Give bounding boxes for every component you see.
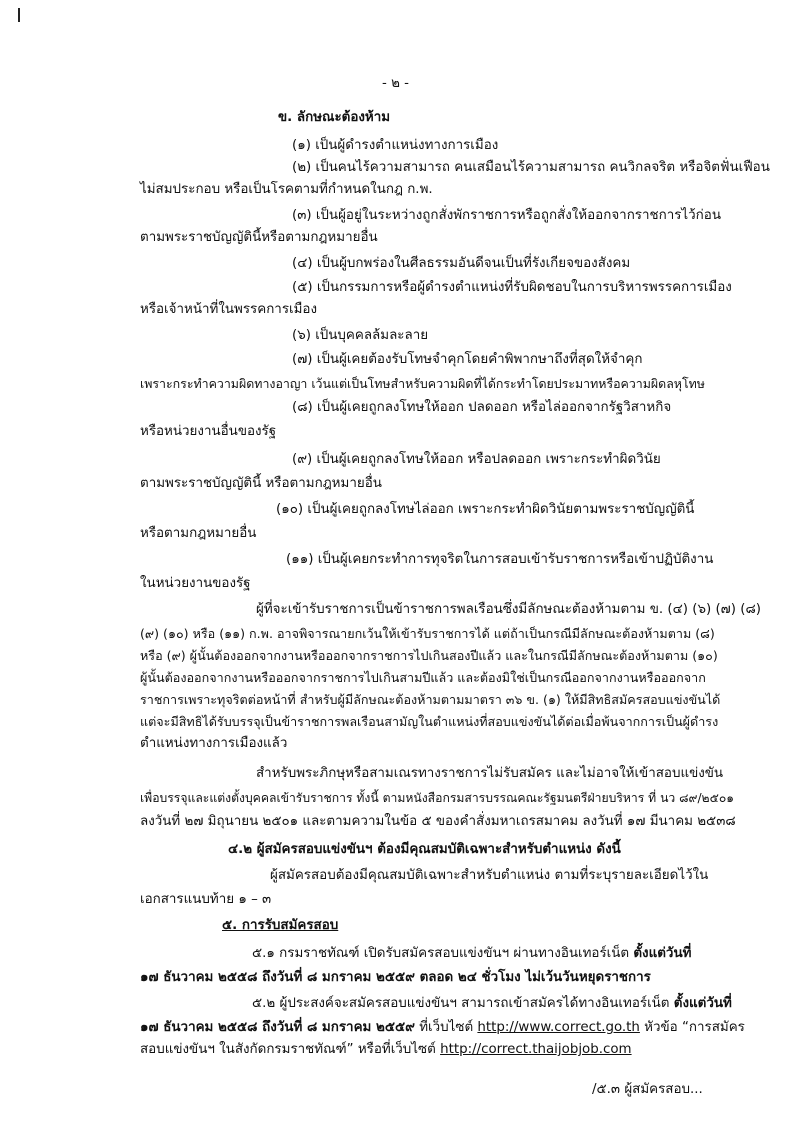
section-5-1-text: ๕.๑ กรมราชทัณฑ์ เปิดรับสมัครสอบแข่งขันฯ ผ่านทางอินเทอร์เน็ต	[252, 946, 634, 961]
exemption-line: ผู้ที่จะเข้ารับราชการเป็นข้าราชการพลเรือนซึ่งมีลักษณะต้องห้ามตาม ข. (๔) (๖) (๗) (๘)	[256, 602, 762, 617]
monks-line: เพื่อบรรจุและแต่งตั้งบุคคลเข้ารับราชการ ทั้งนี้ ตามหนังสือกรมสารบรรณคณะรัฐมนตรีฝ่ายบริหาร ที่ นว ๘๙/๒๕๐๑	[140, 791, 734, 805]
page-number: - ๒ -	[382, 76, 410, 91]
section-5-2-text: ที่เว็บไซต์	[414, 1020, 478, 1035]
list-item: (๗) เป็นผู้เคยต้องรับโทษจำคุกโดยคำพิพากษาถึงที่สุดให้จำคุก	[292, 352, 643, 367]
scan-mark	[18, 8, 20, 22]
continuation-note: /๕.๓ ผู้สมัครสอบ...	[592, 1082, 703, 1097]
list-item: (๑๑) เป็นผู้เคยกระทำการทุจริตในการสอบเข้ารับราชการหรือเข้าปฏิบัติงาน	[286, 552, 714, 567]
section-4-2-line: ผู้สมัครสอบต้องมีคุณสมบัติเฉพาะสำหรับตำแหน่ง ตามที่ระบุรายละเอียดไว้ใน	[270, 868, 709, 883]
list-item: หรือหน่วยงานอื่นของรัฐ	[140, 424, 277, 439]
list-item: ในหน่วยงานของรัฐ	[140, 576, 251, 591]
section-5-2-text: สอบแข่งขันฯ ในสังกัดกรมราชทัณฑ์” หรือที่เว็บไซต์	[140, 1042, 441, 1057]
list-item: (๖) เป็นบุคคลล้มละลาย	[292, 328, 429, 343]
list-item: (๒) เป็นคนไร้ความสามารถ คนเสมือนไร้ความสามารถ คนวิกลจริต หรือจิตฟั่นเฟือน	[292, 160, 770, 175]
section-5-1-dates: ๑๗ ธันวาคม ๒๕๕๘ ถึงวันที่ ๘ มกราคม ๒๕๕๙ ตลอด ๒๔ ชั่วโมง ไม่เว้นวันหยุดราชการ	[140, 970, 651, 985]
section-4-2-line: เอกสารแนบท้าย ๑ – ๓	[140, 892, 272, 907]
section-5-2-line	[140, 1018, 745, 1038]
section-4-2-heading: ๔.๒ ผู้สมัครสอบแข่งขันฯ ต้องมีคุณสมบัติเฉพาะสำหรับตำแหน่ง ดังนี้	[228, 842, 621, 857]
list-item: หรือตามกฎหมายอื่น	[140, 526, 257, 541]
section-5-2-text: หัวข้อ “การสมัคร	[639, 1020, 745, 1035]
list-item: หรือเจ้าหน้าที่ในพรรคการเมือง	[140, 302, 317, 317]
list-item: (๑) เป็นผู้ดำรงตำแหน่งทางการเมือง	[292, 138, 499, 153]
section-5-2-dates: ๑๗ ธันวาคม ๒๕๕๘ ถึงวันที่ ๘ มกราคม ๒๕๕๙	[140, 1020, 415, 1035]
list-item: ตามพระราชบัญญัตินี้ หรือตามกฎหมายอื่น	[140, 476, 382, 491]
exemption-line: (๙) (๑๐) หรือ (๑๑) ก.พ. อาจพิจารณายกเว้นให้เข้ารับราชการได้ แต่ถ้าเป็นกรณีมีลักษณะต้องห้ามตาม (๘)	[140, 626, 715, 641]
section-5-2-line	[252, 994, 732, 1014]
list-item: ไม่สมประกอบ หรือเป็นโรคตามที่กำหนดในกฎ ก.พ.	[140, 182, 433, 197]
section-5-1-date-start: ตั้งแต่วันที่	[633, 946, 692, 961]
monks-line: สำหรับพระภิกษุหรือสามเณรทางราชการไม่รับสมัคร และไม่อาจให้เข้าสอบแข่งขัน	[256, 766, 724, 781]
website-link-jobs[interactable]: http://correct.thaijobjob.com	[440, 1042, 632, 1057]
section-5-2-text: ๕.๒ ผู้ประสงค์จะสมัครสอบแข่งขันฯ สามารถเข้าสมัครได้ทางอินเทอร์เน็ต	[252, 996, 674, 1011]
exemption-line: แต่จะมีสิทธิได้รับบรรจุเป็นข้าราชการพลเรือนสามัญในตำแหน่งที่สอบแข่งขันได้ต่อเมื่อพ้นจากการเป็นผู้ดำรง	[140, 714, 719, 729]
list-item: (๑๐) เป็นผู้เคยถูกลงโทษไล่ออก เพราะกระทำผิดวินัยตามพระราชบัญญัตินี้	[276, 502, 695, 517]
section-b-heading: ข. ลักษณะต้องห้าม	[278, 110, 391, 125]
section-5-2-line	[140, 1040, 632, 1060]
exemption-line: ราชการเพราะทุจริตต่อหน้าที่ สำหรับผู้มีลักษณะต้องห้ามตามมาตรา ๓๖ ข. (๑) ให้มีสิทธิสมัครสอบแข่งขันได้	[140, 692, 721, 707]
list-item: (๕) เป็นกรรมการหรือผู้ดำรงตำแหน่งที่รับผิดชอบในการบริหารพรรคการเมือง	[292, 280, 732, 295]
section-5-1-line	[252, 944, 691, 964]
list-item: (๙) เป็นผู้เคยถูกลงโทษให้ออก หรือปลดออก เพราะกระทำผิดวินัย	[292, 452, 661, 467]
monks-line: ลงวันที่ ๒๗ มิถุนายน ๒๕๐๑ และตามความในข้อ ๕ ของคำสั่งมหาเถรสมาคม ลงวันที่ ๑๗ มีนาคม ๒๕๓๘	[140, 814, 736, 829]
section-5-heading: ๕. การรับสมัครสอบ	[222, 918, 339, 933]
list-item: (๓) เป็นผู้อยู่ในระหว่างถูกสั่งพักราชการหรือถูกสั่งให้ออกจากราชการไว้ก่อน	[292, 208, 721, 223]
website-link-main[interactable]: http://www.correct.go.th	[477, 1020, 640, 1035]
list-item: (๔) เป็นผู้บกพร่องในศีลธรรมอันดีจนเป็นที่รังเกียจของสังคม	[292, 256, 631, 271]
exemption-line: ตำแหน่งทางการเมืองแล้ว	[140, 736, 288, 751]
list-item: เพราะกระทำความผิดทางอาญา เว้นแต่เป็นโทษสำหรับความผิดที่ได้กระทำโดยประมาทหรือความผิดลหุโทษ	[140, 376, 705, 391]
list-item: ตามพระราชบัญญัตินี้หรือตามกฎหมายอื่น	[140, 230, 378, 245]
exemption-line: ผู้นั้นต้องออกจากงานหรือออกจากราชการไปเกินสามปีแล้ว และต้องมิใช่เป็นกรณีออกจากงานหรือออกจาก	[140, 670, 706, 685]
list-item: (๘) เป็นผู้เคยถูกลงโทษให้ออก ปลดออก หรือไล่ออกจากรัฐวิสาหกิจ	[292, 400, 672, 415]
section-5-2-date-start: ตั้งแต่วันที่	[673, 996, 732, 1011]
exemption-line: หรือ (๙) ผู้นั้นต้องออกจากงานหรือออกจากราชการไปเกินสองปีแล้ว และในกรณีมีลักษณะต้องห้ามตาม (๑๐)	[140, 648, 718, 663]
